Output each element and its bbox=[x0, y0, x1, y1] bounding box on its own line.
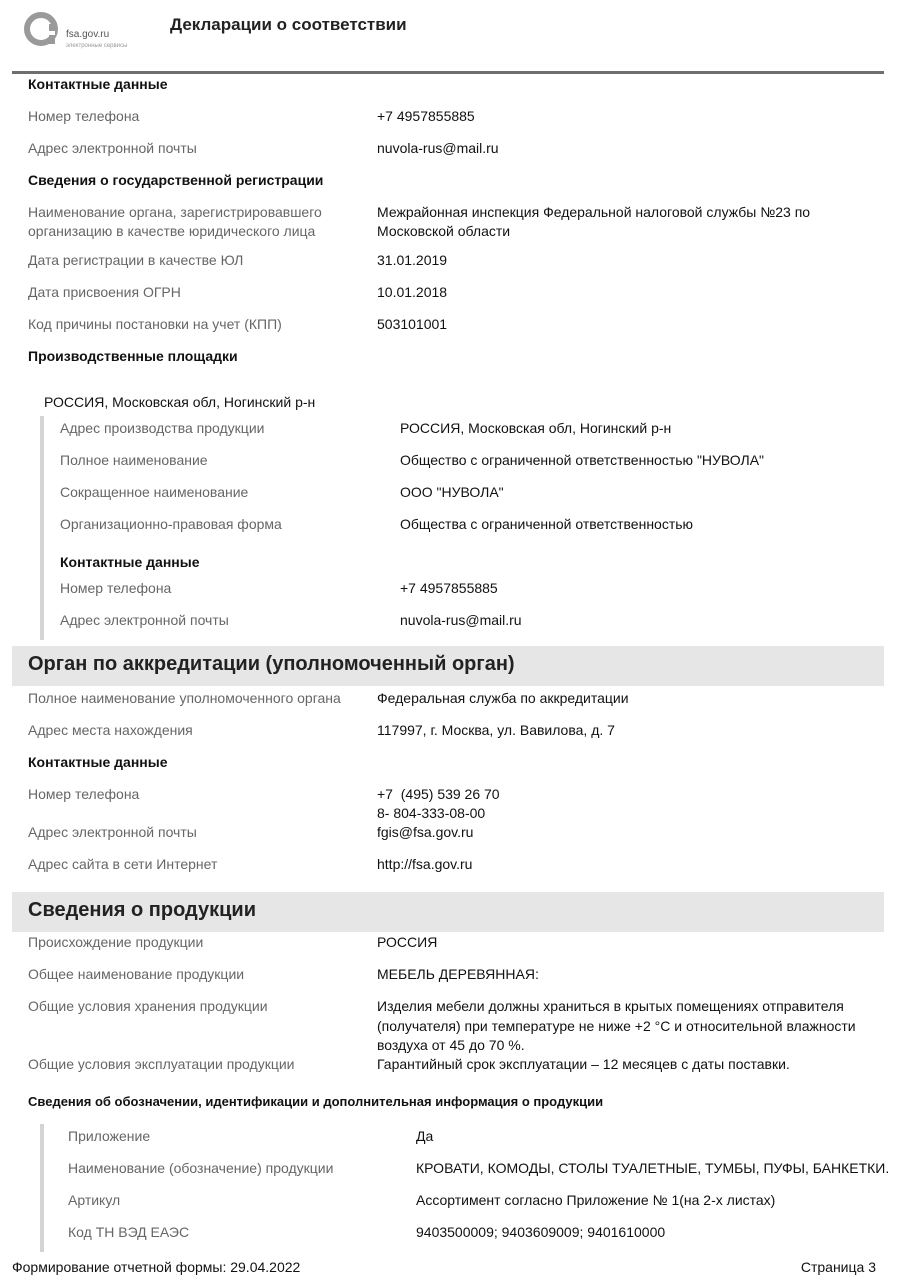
footer-formed-date: Формирование отчетной формы: 29.04.2022 bbox=[12, 1259, 301, 1275]
accreditation-site: http://fsa.gov.ru bbox=[377, 856, 473, 872]
production-shortname: ООО "НУВОЛА" bbox=[400, 484, 504, 500]
page-title: Декларации о соответствии bbox=[170, 15, 407, 34]
production-email: nuvola-rus@mail.ru bbox=[400, 612, 522, 628]
registration-heading: Сведения о государственной регистрации bbox=[28, 172, 324, 188]
product-section-band bbox=[12, 892, 884, 932]
production-site-title: РОССИЯ, Московская обл, Ногинский р-н bbox=[44, 394, 316, 410]
production-contacts-heading: Контактные данные bbox=[60, 554, 200, 570]
accreditation-phone-label: Номер телефона bbox=[28, 786, 140, 802]
fsa-logo-icon bbox=[24, 12, 62, 46]
registration-date: 31.01.2019 bbox=[377, 252, 448, 268]
accreditation-name: Федеральная служба по аккредитации bbox=[377, 690, 629, 706]
logo-site: fsa.gov.ru bbox=[66, 29, 110, 40]
registration-organ-1: Межрайонная инспекция Федеральной налоговой службы №23 по bbox=[377, 204, 811, 220]
product-storage-1: Изделия мебели должны храниться в крытых помещениях отправителя bbox=[377, 998, 844, 1014]
header-divider bbox=[12, 71, 884, 74]
product-tnved: 9403500009; 9403609009; 9401610000 bbox=[416, 1224, 666, 1240]
phone-label: Номер телефона bbox=[28, 108, 140, 124]
production-fullname: Общество с ограниченной ответственностью "НУВОЛА" bbox=[400, 452, 765, 468]
accreditation-section-band bbox=[12, 646, 884, 686]
product-general-name-label: Общее наименование продукции bbox=[28, 966, 245, 982]
accreditation-phone-1: +7 (495) 539 26 70 bbox=[377, 786, 500, 802]
product-article-label: Артикул bbox=[68, 1192, 121, 1208]
product-designation-heading: Сведения об обозначении, идентификации и дополнительная информация о продукции bbox=[28, 1094, 604, 1109]
production-phone: +7 4957855885 bbox=[400, 580, 498, 596]
phone-value: +7 4957855885 bbox=[377, 108, 475, 124]
accreditation-email: fgis@fsa.gov.ru bbox=[377, 824, 474, 840]
kpp-value: 503101001 bbox=[377, 316, 448, 332]
product-origin-label: Происхождение продукции bbox=[28, 934, 204, 950]
product-general-name: МЕБЕЛЬ ДЕРЕВЯННАЯ: bbox=[377, 966, 539, 982]
registration-organ-label-1: Наименование органа, зарегистрировавшего bbox=[28, 204, 322, 220]
registration-date-label: Дата регистрации в качестве ЮЛ bbox=[28, 252, 244, 268]
accreditation-address-label: Адрес места нахождения bbox=[28, 722, 193, 738]
registration-organ-label-2: организацию в качестве юридического лица bbox=[28, 223, 316, 239]
email-value: nuvola-rus@mail.ru bbox=[377, 140, 499, 156]
kpp-label: Код причины постановки на учет (КПП) bbox=[28, 316, 282, 332]
email-label: Адрес электронной почты bbox=[28, 140, 197, 156]
product-storage-3: воздуха от 45 до 70 %. bbox=[377, 1037, 525, 1053]
production-heading: Производственные площадки bbox=[28, 348, 238, 364]
accreditation-contacts-heading: Контактные данные bbox=[28, 754, 168, 770]
ogrn-date: 10.01.2018 bbox=[377, 284, 448, 300]
registration-organ-2: Московской области bbox=[377, 223, 511, 239]
production-form-label: Организационно-правовая форма bbox=[60, 516, 282, 532]
product-designation-bar bbox=[40, 1124, 44, 1252]
product-appendix: Да bbox=[416, 1128, 434, 1144]
accreditation-section-title: Орган по аккредитации (уполномоченный орган) bbox=[28, 653, 515, 675]
accreditation-phone-2: 8- 804-333-08-00 bbox=[377, 805, 486, 821]
product-storage-label: Общие условия хранения продукции bbox=[28, 998, 268, 1014]
product-usage: Гарантийный срок эксплуатации – 12 месяцев с даты поставки. bbox=[377, 1056, 790, 1072]
accreditation-site-label: Адрес сайта в сети Интернет bbox=[28, 856, 218, 872]
contacts-heading: Контактные данные bbox=[28, 76, 168, 92]
accreditation-address: 117997, г. Москва, ул. Вавилова, д. 7 bbox=[377, 722, 615, 738]
logo-tagline: электронные сервисы bbox=[66, 43, 128, 49]
production-shortname-label: Сокращенное наименование bbox=[60, 484, 249, 500]
footer-page-number: Страница 3 bbox=[800, 1259, 876, 1275]
production-email-label: Адрес электронной почты bbox=[60, 612, 229, 628]
product-appendix-label: Приложение bbox=[68, 1128, 151, 1144]
product-section-title: Сведения о продукции bbox=[28, 899, 256, 921]
production-site-bar bbox=[40, 416, 44, 640]
product-item-name: КРОВАТИ, КОМОДЫ, СТОЛЫ ТУАЛЕТНЫЕ, ТУМБЫ, ПУФЫ, БАНКЕТКИ. bbox=[416, 1160, 890, 1176]
accreditation-email-label: Адрес электронной почты bbox=[28, 824, 197, 840]
production-form: Общества с ограниченной ответственностью bbox=[400, 516, 694, 532]
product-storage-2: (получателя) при температуре не ниже +2 °С и относительной влажности bbox=[377, 1018, 856, 1034]
production-address-label: Адрес производства продукции bbox=[60, 420, 265, 436]
product-usage-label: Общие условия эксплуатации продукции bbox=[28, 1056, 295, 1072]
ogrn-label: Дата присвоения ОГРН bbox=[28, 284, 181, 300]
product-origin: РОССИЯ bbox=[377, 934, 438, 950]
product-article: Ассортимент согласно Приложение № 1(на 2-х листах) bbox=[416, 1192, 776, 1208]
accreditation-name-label: Полное наименование уполномоченного органа bbox=[28, 690, 341, 706]
production-address: РОССИЯ, Московская обл, Ногинский р-н bbox=[400, 420, 672, 436]
product-item-name-label: Наименование (обозначение) продукции bbox=[68, 1160, 334, 1176]
production-fullname-label: Полное наименование bbox=[60, 452, 208, 468]
production-phone-label: Номер телефона bbox=[60, 580, 172, 596]
product-tnved-label: Код ТН ВЭД ЕАЭС bbox=[68, 1224, 190, 1240]
